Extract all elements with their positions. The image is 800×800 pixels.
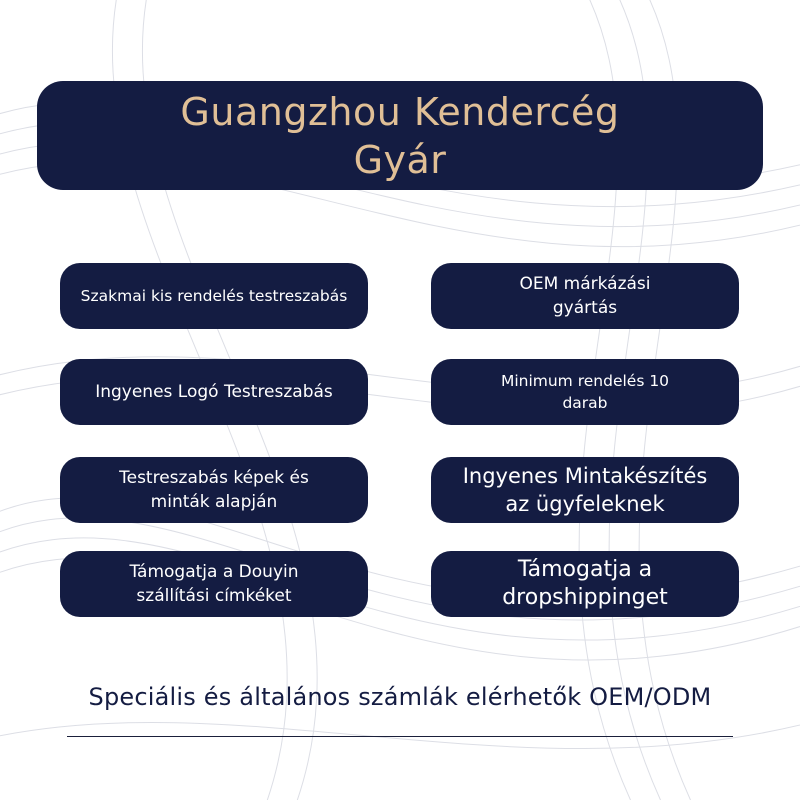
feature-label-line-2: dropshippinget (502, 585, 668, 610)
feature-custom-from-images (60, 457, 368, 523)
feature-label-line-1: Támogatja a (517, 557, 653, 582)
feature-dropshipping-support (431, 551, 739, 617)
feature-oem-branding (431, 263, 739, 329)
feature-label-line-1: Testreszabás képek és (119, 468, 309, 488)
footer-divider (67, 736, 733, 737)
feature-label-line-1: Minimum rendelés 10 (500, 372, 670, 390)
feature-label-line-2: minták alapján (150, 492, 278, 512)
invoice-availability-note: Speciális és általános számlák elérhetők OEM/ODM (88, 683, 712, 711)
feature-label-line-1: Támogatja a Douyin (129, 562, 299, 582)
feature-douyin-shipping-labels (60, 551, 368, 617)
feature-label-line-1: OEM márkázási (519, 274, 651, 294)
feature-small-order-customization (60, 263, 368, 329)
feature-free-samples (431, 457, 739, 523)
feature-label-line-2: darab (562, 394, 608, 412)
page-title-line-2: Gyár (353, 137, 447, 182)
feature-free-logo-customization (60, 359, 368, 425)
feature-label-line-2: az ügyfeleknek (505, 492, 665, 516)
title-banner (37, 81, 763, 190)
feature-minimum-order (431, 359, 739, 425)
feature-label-line-1: Ingyenes Mintakészítés (462, 464, 708, 488)
feature-label-line-1: Szakmai kis rendelés testreszabás (80, 287, 348, 305)
feature-label-line-1: Ingyenes Logó Testreszabás (95, 382, 333, 402)
feature-label-line-2: gyártás (552, 298, 618, 318)
feature-label-line-2: szállítási címkéket (136, 586, 292, 606)
page-title-line-1: Guangzhou Kendercég (180, 89, 620, 134)
